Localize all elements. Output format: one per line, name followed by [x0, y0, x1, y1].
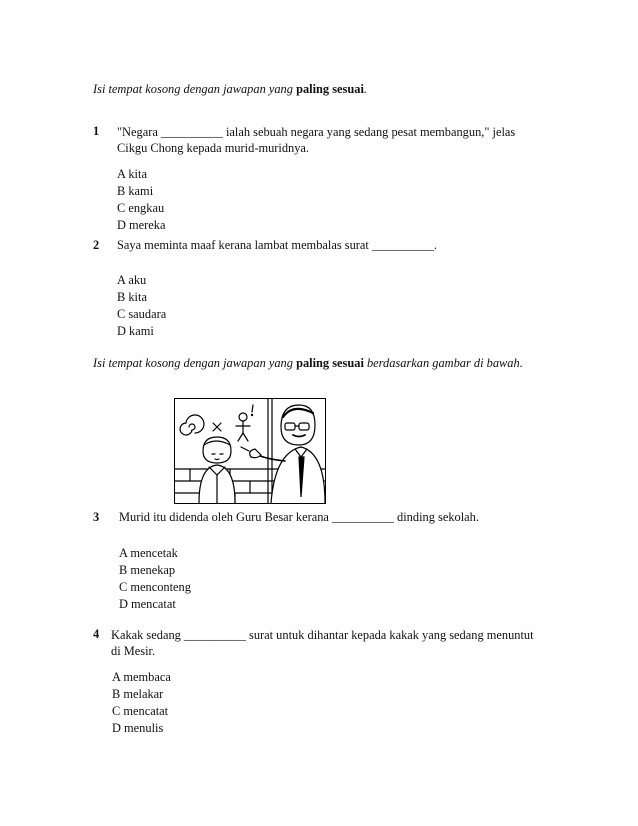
option-d: D kami	[117, 324, 154, 338]
option-c: C menconteng	[119, 580, 191, 594]
question-4-number: 4	[93, 627, 100, 641]
option-b: B menekap	[119, 563, 176, 577]
instruction-1-end: .	[363, 82, 367, 96]
question-4-text	[111, 627, 534, 659]
instruction-1	[93, 82, 367, 97]
option-d: D mencatat	[119, 597, 176, 611]
question-1-number: 1	[93, 124, 100, 138]
option-c: C mencatat	[112, 704, 169, 718]
question-1-options	[117, 166, 166, 234]
classroom-illustration	[174, 398, 326, 504]
question-3-line-1: Murid itu didenda oleh Guru Besar kerana __________ dinding sekolah.	[119, 510, 479, 524]
option-a: A membaca	[112, 670, 171, 684]
option-d: D menulis	[112, 721, 164, 735]
teacher-student-drawing	[175, 399, 325, 503]
question-2-number: 2	[93, 238, 100, 252]
question-4-options	[112, 669, 171, 737]
option-a: A aku	[117, 273, 147, 287]
option-a: A mencetak	[119, 546, 178, 560]
question-2-options	[117, 272, 166, 340]
instruction-1-text: Isi tempat kosong dengan jawapan yang	[93, 82, 297, 96]
instruction-2-text: Isi tempat kosong dengan jawapan yang	[93, 356, 297, 370]
question-1-text	[117, 124, 515, 156]
question-3-text	[119, 510, 479, 525]
instruction-1-bold: paling sesuai	[296, 82, 364, 96]
option-b: B melakar	[112, 687, 164, 701]
option-b: B kami	[117, 184, 154, 198]
question-3-options	[119, 545, 191, 613]
option-c: C engkau	[117, 201, 165, 215]
instruction-2	[93, 356, 523, 371]
question-3-number: 3	[93, 510, 100, 524]
question-2-line-1: Saya meminta maaf kerana lambat membalas surat __________.	[117, 238, 437, 252]
option-d: D mereka	[117, 218, 166, 232]
question-1-line-2: Cikgu Chong kepada murid-muridnya.	[117, 141, 310, 155]
instruction-2-bold: paling sesuai	[296, 356, 364, 370]
question-1-line-1: "Negara __________ ialah sebuah negara yang sedang pesat membangun," jelas	[117, 125, 516, 139]
option-b: B kita	[117, 290, 147, 304]
option-c: C saudara	[117, 307, 167, 321]
instruction-2-end: berdasarkan gambar di bawah.	[363, 356, 523, 370]
question-4-line-1: Kakak sedang __________ surat untuk dihantar kepada kakak yang sedang menuntut	[111, 628, 534, 642]
question-2-text	[117, 238, 437, 253]
question-4-line-2: di Mesir.	[111, 644, 156, 658]
option-a: A kita	[117, 167, 147, 181]
